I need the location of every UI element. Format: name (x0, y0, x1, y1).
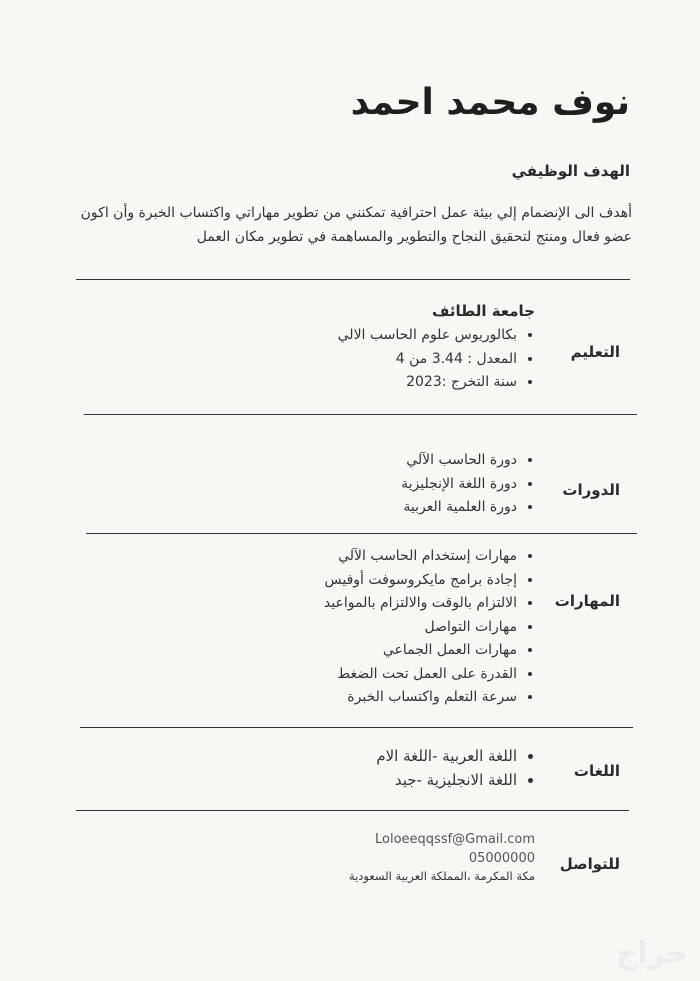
skills-section (324, 545, 535, 710)
objective-heading: الهدف الوظيفي (511, 162, 630, 180)
email: Loloeeqqssf@Gmail.com (375, 832, 535, 847)
skills-label: المهارات (554, 592, 620, 610)
list-item: • إجادة برامج مايكروسوفت أوفيس (324, 569, 517, 593)
languages-label: اللغات (573, 762, 620, 780)
phone: 05000000 (468, 851, 535, 866)
university-name: جامعة الطائف (431, 302, 535, 320)
divider (76, 279, 630, 280)
divider (84, 414, 637, 415)
list-item: • اللغة العربية -اللغة الام (376, 745, 517, 769)
address: مكة المكرمة ،المملكة العربية السعودية (348, 869, 535, 883)
objective-text: أهدف الى الإنضمام إلي بيئة عمل احترافية تمكنني من تطوير مهاراتي واكتساب الخبرة وأن اكون عضو فعال ومنتج لتحقيق النجاح والتطوير والمساهمة في تطوير مكان العمل (80, 205, 632, 245)
list-item: • دورة العلمية العربية (401, 496, 517, 520)
watermark-logo: حراج (615, 936, 688, 971)
courses-label: الدورات (562, 481, 620, 499)
list-item: • دورة اللغة الإنجليزية (401, 473, 517, 497)
list-item: • المعدل : 3.44 من 4 (338, 348, 517, 372)
list-item: • سرعة التعلم واكتساب الخبرة (324, 686, 517, 710)
divider (86, 533, 637, 534)
list-item: • دورة الحاسب الآلي (401, 449, 517, 473)
courses-section (401, 449, 535, 520)
list-item: • بكالوريوس علوم الحاسب الالي (338, 324, 517, 348)
contact-label: للتواصل (559, 855, 620, 873)
list-item: • الالتزام بالوقت والالتزام بالمواعيد (324, 592, 517, 616)
list-item: • اللغة الانجليزية -جيد (376, 769, 517, 793)
education-section (338, 302, 535, 395)
list-item: • مهارات إستخدام الحاسب الآلي (324, 545, 517, 569)
languages-section (376, 745, 535, 792)
list-item: • القدرة على العمل تحت الضغط (324, 663, 517, 687)
person-name: نوف محمد احمد (350, 82, 630, 123)
list-item: • مهارات العمل الجماعي (324, 639, 517, 663)
divider (80, 727, 633, 728)
contact-section (349, 830, 535, 884)
education-label: التعليم (570, 343, 620, 361)
list-item: • مهارات التواصل (324, 616, 517, 640)
list-item: • سنة التخرج :2023 (338, 371, 517, 395)
divider (76, 810, 629, 811)
